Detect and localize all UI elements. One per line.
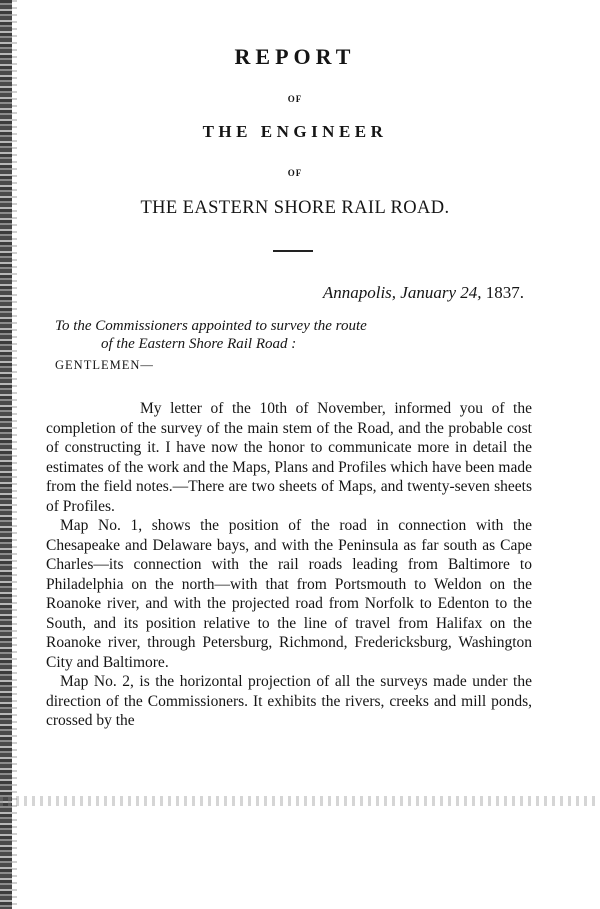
paragraph-3: Map No. 2, is the horizontal projection of all the surveys made under the direction of the Commissioners. It exhibits the rivers, creeks and mill ponds, crossed by the	[46, 673, 532, 729]
dateline	[323, 283, 524, 303]
salutation	[55, 317, 525, 353]
book-binding-edge	[0, 0, 12, 909]
heading-engineer: THE ENGINEER	[202, 122, 388, 141]
body-text	[46, 399, 532, 731]
heading-of-2: OF	[287, 168, 303, 178]
salutation-line-2: of the Eastern Shore Rail Road :	[101, 336, 297, 352]
heading-of-1: OF	[287, 94, 303, 104]
heading-road-name: THE EASTERN SHORE RAIL ROAD.	[140, 198, 450, 218]
document-page	[46, 0, 540, 909]
scan-artifact-line	[0, 796, 600, 806]
dateline-place-date: Annapolis, January 24,	[322, 283, 482, 302]
dateline-year: 1837.	[485, 283, 524, 302]
greeting: GENTLEMEN—	[55, 358, 154, 372]
salutation-line-1: To the Commissioners appointed to survey the route	[55, 318, 367, 334]
book-binding-shadow	[12, 0, 17, 909]
paragraph-1: My letter of the 10th of November, informed you of the completion of the survey of the main stem of the Road, and the probable cost of constructing it. I have now the honor to communicate more in detail the estimates of the work and the Maps, Plans and Profiles which have been made from the field notes.—There are two sheets of Maps, and twenty-seven sheets of Profiles.	[46, 400, 532, 515]
heading-report: REPORT	[234, 44, 356, 69]
paragraph-2: Map No. 1, shows the position of the road in connection with the Chesapeake and Delaware bays, and with the Peninsula as far south as Cape Charles—its connection with the rail roads leading from Baltimore to Philadelphia on the north—with that from Portsmouth to Weldon on the Roanoke river, and with the projected road from Norfolk to Edenton to the South, and its position relative to the line of travel from Halifax on the Roanoke river, through Petersburg, Richmond, Fredericksburg, Washington City and Baltimore.	[46, 517, 532, 671]
title-divider	[273, 250, 313, 252]
